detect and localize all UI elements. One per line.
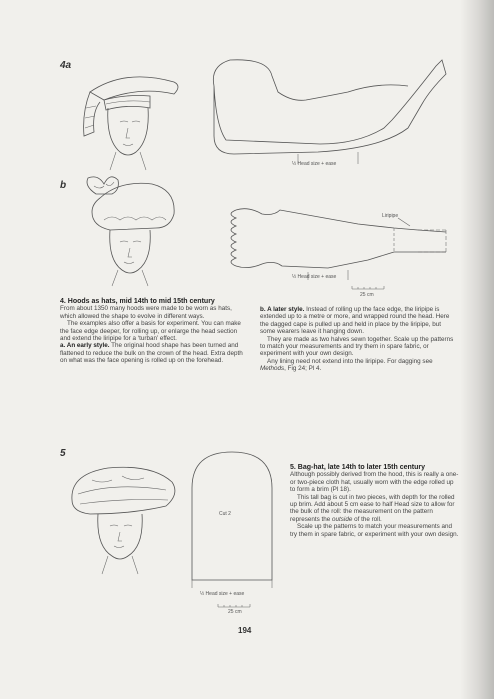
fig5-measure-caption: ½ Head size + ease <box>200 591 245 597</box>
section-4-left-column <box>60 298 248 365</box>
figure-5-head-illustration <box>62 460 182 575</box>
section-5-outside-emphasis: outside <box>332 515 353 523</box>
figure-5-pattern <box>186 448 286 588</box>
book-gutter-shadow <box>460 0 494 699</box>
fig4b-liripipe-caption: Liripipe <box>382 213 399 219</box>
section-4b-text: Instead of rolling up the face edge, the liripipe is extended up to a metre or more, and wrapped round the head. Here the dagged cape is pulled up and held in place by the liripipe, but some wearers leave it hanging down. <box>260 306 450 336</box>
section-5-heading: 5. Bag-hat, late 14th to later 15th century <box>290 464 425 471</box>
fig4b-measure-caption: ½ Head size + ease <box>292 274 337 280</box>
section-4-paragraph-2: The examples also offer a basis for experiment. You can make the face edge deeper, for rolling up, or enlarge the head section and extend the liripipe for a ‘turban’ effect. <box>60 320 241 343</box>
figure-4a-pattern <box>208 52 458 172</box>
section-4b-paragraph-3-end: , Fig 24; Pl 4. <box>284 365 322 373</box>
section-5-paragraph-2-end: of the roll. <box>352 515 382 523</box>
fig5-cut-caption: Cut 2 <box>219 511 231 517</box>
figure-4b-head-illustration <box>70 176 190 286</box>
section-4b-heading: b. A later style. <box>260 306 305 313</box>
section-4-paragraph-1: From about 1350 many hoods were made to be worn as hats, which allowed the shape to evolve in different ways. <box>60 305 232 320</box>
section-4b-methods-reference: Methods <box>260 365 285 373</box>
fig4b-scale-caption: 25 cm <box>360 292 374 298</box>
section-5-paragraph-3: Scale up the patterns to match your measurements and try them in spare fabric, or experiment with your own design. <box>290 523 459 538</box>
section-5-paragraph-1: Although possibly derived from the hood, this is really a one- or two-piece cloth hat, usually worn with the edge rolled up to form a brim (Pl 18). <box>290 471 459 494</box>
figure-4a-head-illustration <box>70 52 190 172</box>
fig4a-measure-caption: ½ Head size + ease <box>292 161 337 167</box>
section-4-right-column <box>260 306 458 373</box>
fig5-scale-caption: 25 cm <box>228 609 242 615</box>
figure-5-label: 5 <box>60 448 66 459</box>
section-4a-heading: a. An early style. <box>60 342 110 350</box>
figure-4b-label: b <box>60 180 67 191</box>
section-4-heading: 4. Hoods as hats, mid 14th to mid 15th century <box>60 298 215 305</box>
section-4a-text: The original hood shape has been turned and flattened to reduce the bulk on the crown of the head. Extra depth on what was the face opening is rolled up on the forehead. <box>60 342 243 365</box>
page-number: 194 <box>238 626 252 635</box>
section-4b-paragraph-2: They are made as two halves sewn together. Scale up the patterns to match your measurements and try them in spare fabric, or experiment with your own design. <box>260 335 454 358</box>
figure-4a-label: 4a <box>60 60 72 71</box>
section-5-column <box>290 464 460 538</box>
figure-4b-pattern <box>218 196 458 286</box>
section-4b-paragraph-3-start: Any lining need not extend into the liripipe. For dagging see <box>267 357 433 365</box>
section-5-paragraph-2-start: This tall bag is cut in two pieces, with depth for the rolled up brim. Add about 5 cm ease to half Head size to allow for the bulk of the roll: the measurement on the pattern represents the <box>290 493 455 523</box>
